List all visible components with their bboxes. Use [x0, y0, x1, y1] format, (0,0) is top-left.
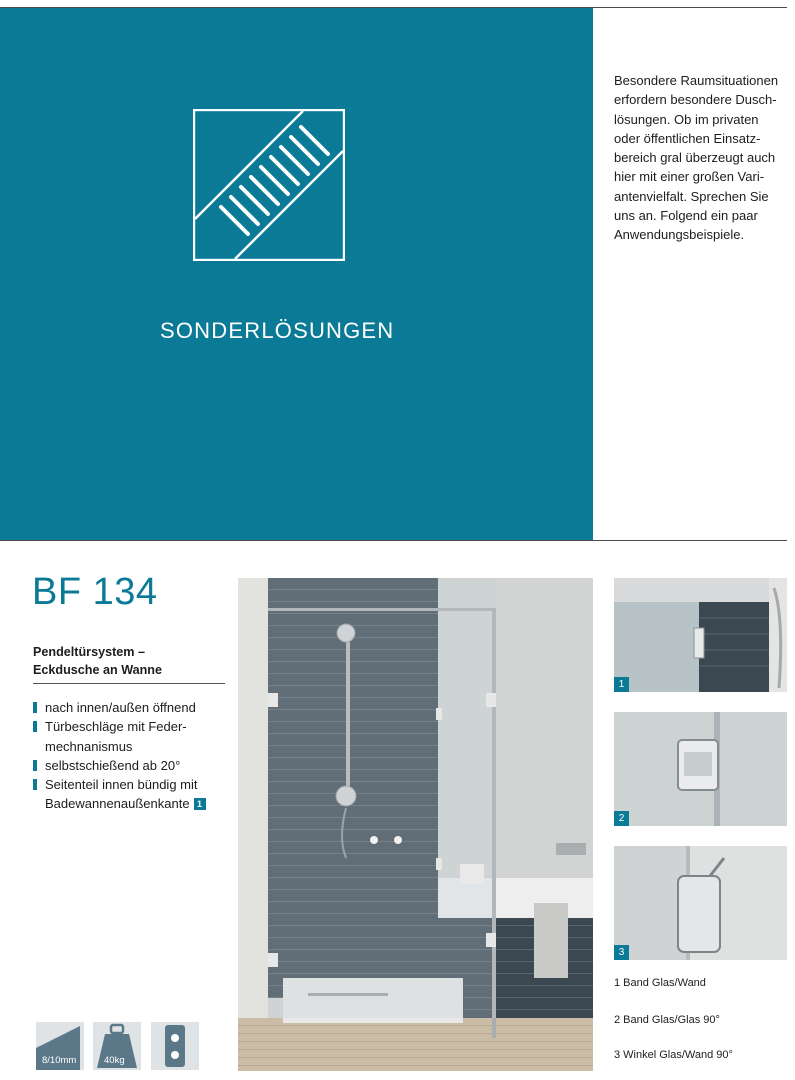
glass-thickness-icon — [36, 1022, 84, 1070]
detail-number-1: 1 — [614, 677, 629, 692]
intro-line: Besondere Raumsituationen — [614, 73, 779, 88]
shower-scene-illustration — [238, 578, 593, 1071]
subtitle-line: Pendeltürsystem – — [33, 645, 145, 659]
intro-line: oder öffentlichen Einsatz- — [614, 130, 761, 146]
spec-label-weight: 40kg — [104, 1055, 125, 1066]
feature-text: nach innen/außen öffnend — [45, 700, 196, 715]
product-photo — [238, 578, 593, 1071]
detail-3-illustration — [614, 846, 787, 960]
section-title: SONDERLÖSUNGEN — [160, 318, 395, 343]
feature-item — [33, 698, 206, 717]
detail-number-3: 3 — [614, 945, 629, 960]
intro-line: antenvielfalt. Sprechen Sie — [614, 188, 769, 204]
detail-number-2: 2 — [614, 811, 629, 826]
detail-caption-1: 1 Band Glas/Wand — [614, 977, 706, 989]
intro-line: Anwendungsbeispiele. — [614, 227, 745, 243]
spec-label-thickness: 8/10mm — [42, 1055, 77, 1066]
detail-photo-3 — [614, 846, 787, 960]
feature-item — [33, 717, 206, 736]
feature-list — [33, 698, 206, 814]
section-header-panel — [0, 8, 593, 541]
product-model: BF 134 — [32, 571, 158, 613]
shower-drain-icon — [193, 109, 345, 261]
feature-item-continued — [33, 794, 206, 813]
detail-photo-2 — [614, 712, 787, 826]
detail-ref-badge: 1 — [194, 798, 206, 810]
detail-2-illustration — [614, 712, 787, 826]
hinge-holes-graphic — [151, 1022, 199, 1070]
feature-text: Seitenteil innen bündig mit — [45, 777, 198, 793]
feature-text: Türbeschläge mit Feder- — [45, 719, 187, 735]
feature-item-continued — [33, 737, 206, 756]
subtitle-line: Eckdusche an Wanne — [33, 663, 163, 677]
intro-line: uns an. Folgend ein paar — [614, 208, 758, 224]
detail-caption-2: 2 Band Glas/Glas 90° — [614, 1014, 720, 1026]
detail-photo-1 — [614, 578, 787, 692]
intro-line: lösungen. Ob im privaten — [614, 111, 759, 127]
section-divider — [0, 540, 787, 541]
subtitle-divider — [33, 683, 225, 684]
intro-line: bereich gral überzeugt auch — [614, 150, 776, 166]
intro-text — [614, 71, 794, 245]
feature-text: selbstschießend ab 20° — [45, 757, 181, 773]
feature-text: mechnanismus — [45, 738, 133, 754]
feature-item — [33, 756, 206, 775]
detail-caption-3: 3 Winkel Glas/Wand 90° — [614, 1049, 733, 1061]
detail-1-illustration — [614, 578, 787, 692]
intro-line: hier mit einer großen Vari- — [614, 169, 765, 185]
hinge-holes-icon — [151, 1022, 199, 1070]
weight-icon — [93, 1022, 141, 1070]
feature-item — [33, 775, 206, 794]
feature-text: Badewannenaußenkante — [45, 796, 190, 812]
product-subtitle — [33, 643, 162, 679]
intro-line: erfordern besondere Dusch- — [614, 92, 777, 108]
